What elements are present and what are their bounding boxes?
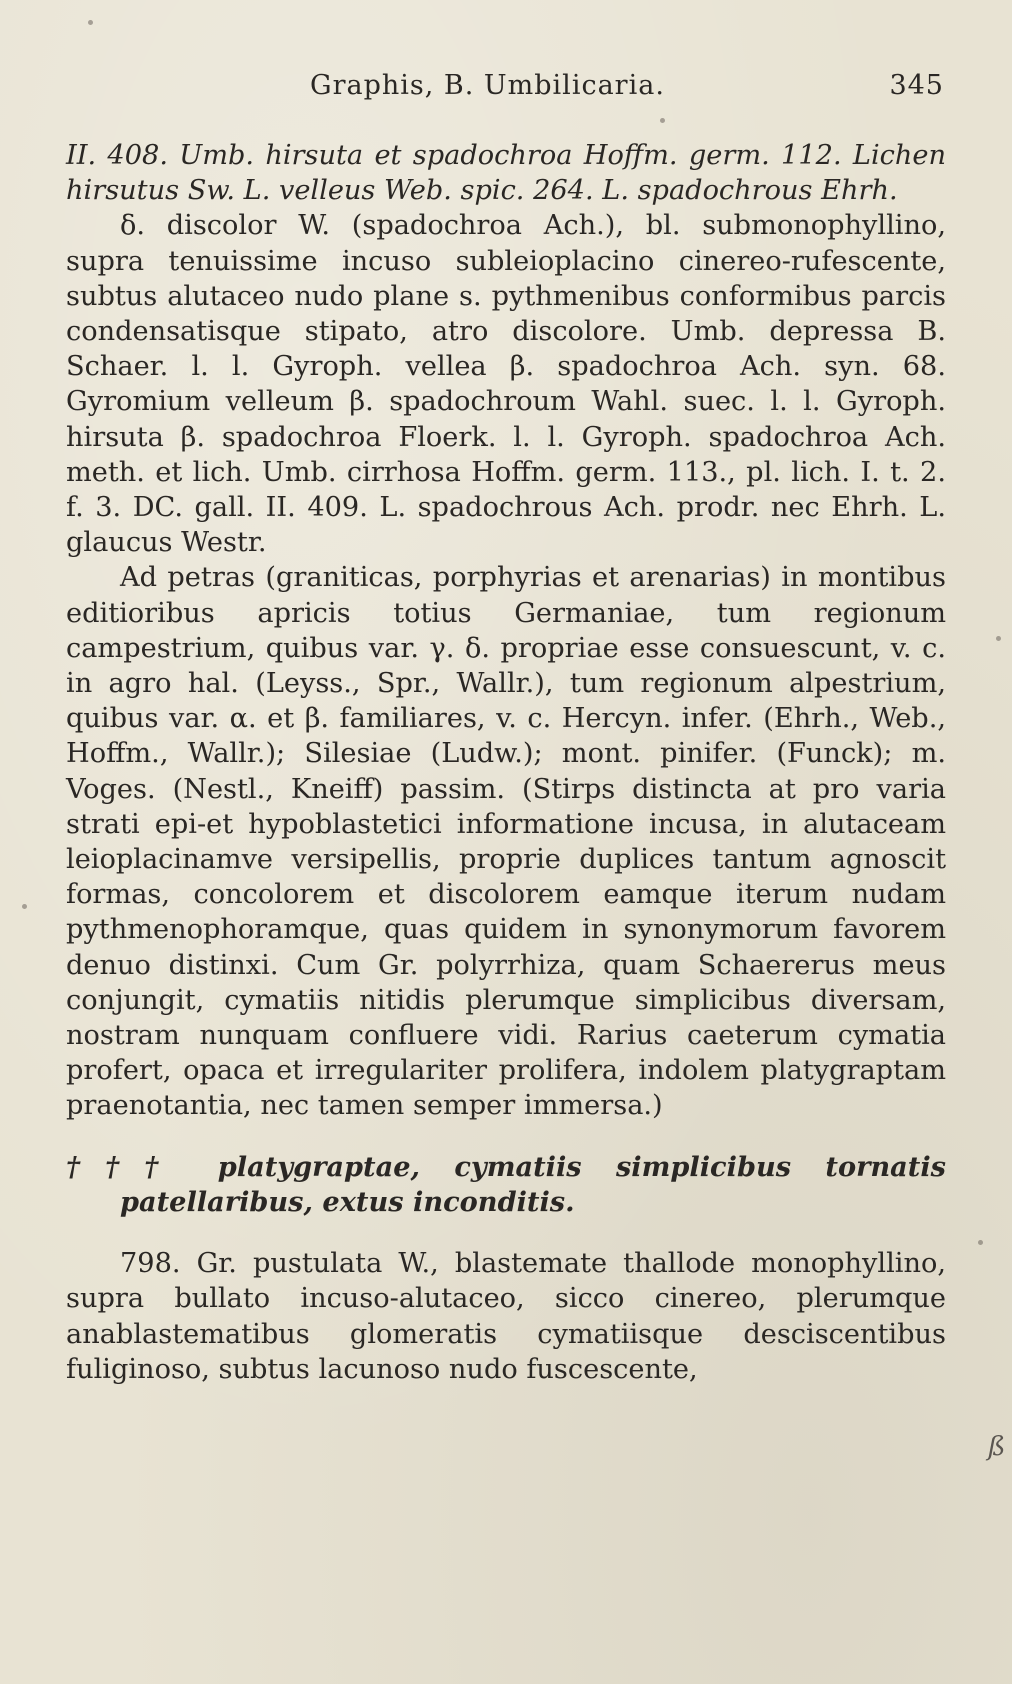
paper-speck	[660, 118, 665, 123]
body-text	[66, 138, 946, 1387]
page-number: 345	[889, 70, 944, 101]
page-header	[290, 70, 950, 104]
section-heading: ††† platygraptae, cymatiis simplicibus tornatis patellaribus, extus inconditis.	[66, 1150, 946, 1218]
paper-speck	[22, 904, 27, 909]
synonym-paragraph: II. 408. Umb. hirsuta et spadochroa Hoffm. germ. 112. Lichen hirsutus Sw. L. velleus Web. spic. 264. L. spadochrous Ehrh.	[66, 140, 946, 207]
running-title: Graphis, B. Umbilicaria.	[310, 70, 665, 101]
paper-speck	[88, 20, 93, 25]
paper-speck	[996, 636, 1001, 641]
species-entry: 798. Gr. pustulata W., blastemate thallode monophyllino, supra bullato incuso-alutaceo, sicco cinereo, plerumque anablastematibus glomeratis cymatiisque desciscentibus fuliginoso, subtus lacunoso nudo fuscescente,	[66, 1248, 946, 1385]
variety-description: δ. discolor W. (spadochroa Ach.), bl. submonophyllino, supra tenuissime incuso subleioplacino cinereo-rufescente, subtus alutaceo nudo plane s. pythmenibus conformibus parcis condensatisque stipato, atro discolore. Umb. depressa B. Schaer. l. l. Gyroph. vellea β. spadochroa Ach. syn. 68. Gyromium velleum β. spadochroum Wahl. suec. l. l. Gyroph. hirsuta β. spadochroa Floerk. l. l. Gyroph. spadochroa Ach. meth. et lich. Umb. cirrhosa Hoffm. germ. 113., pl. lich. I. t. 2. f. 3. DC. gall. II. 409. L. spadochrous Ach. prodr. nec Ehrh. L. glaucus Westr.	[66, 210, 946, 559]
habitat-paragraph: Ad petras (graniticas, porphyrias et arenarias) in montibus editioribus apricis totius Germaniae, tum regionum campestrium, quibus var. γ. δ. propriae esse consuescunt, v. c. in agro hal. (Leyss., Spr., Wallr.), tum regionum alpestrium, quibus var. α. et β. familiares, v. c. Hercyn. infer. (Ehrh., Web., Hoffm., Wallr.); Silesiae (Ludw.); mont. pinifer. (Funck); m. Voges. (Nestl., Kneiff) passim. (Stirps distincta at pro varia strati epi-et hypoblastetici informatione incusa, in alutaceam leioplacinamve versipellis, proprie duplices tantum agnoscit formas, concolorem et discolorem eamque iterum nudam pythmenophoramque, quas quidem in synonymorum favorem denuo distinxi. Cum Gr. polyrrhiza, quam Schaererus meus conjungit, cymatiis nitidis plerumque simplicibus diversam, nostram nunquam confluere vidi. Rarius caeterum cymatia profert, opaca et irregulariter prolifera, indolem platygraptam praenotantia, nec tamen semper immersa.)	[66, 562, 946, 1122]
paper-speck	[978, 1240, 983, 1245]
margin-annotation: ß	[988, 1432, 1006, 1462]
